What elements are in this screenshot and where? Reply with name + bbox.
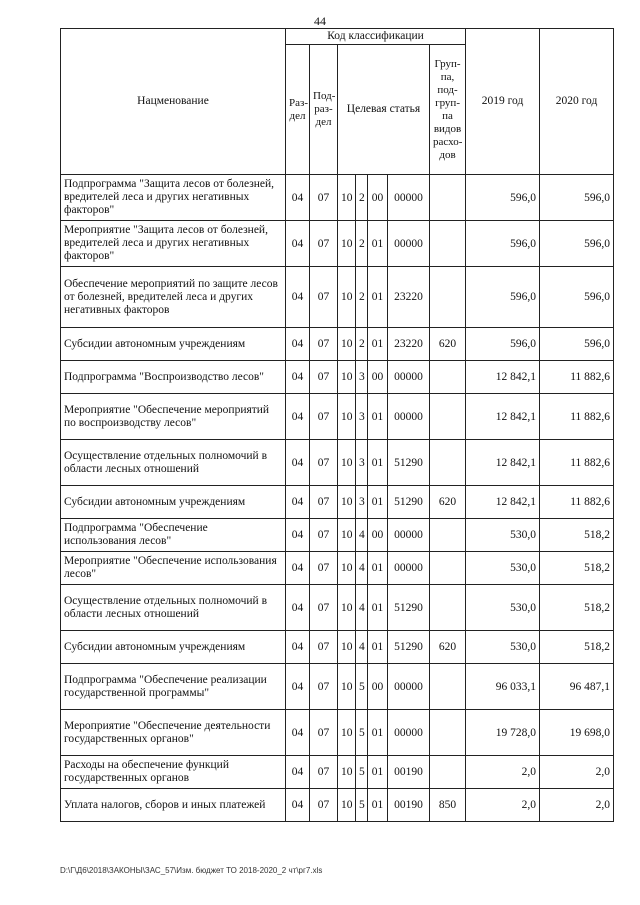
budget-table xyxy=(60,28,614,822)
row-razdel: 04 xyxy=(286,789,310,822)
table-row xyxy=(61,552,614,585)
row-amount-2020: 2,0 xyxy=(540,756,614,789)
row-amount-2020: 518,2 xyxy=(540,552,614,585)
table-row xyxy=(61,664,614,710)
row-amount-2019: 2,0 xyxy=(466,789,540,822)
header-subsection: Под- раз- дел xyxy=(310,45,338,175)
row-expense-group xyxy=(430,519,466,552)
row-amount-2019: 12 842,1 xyxy=(466,440,540,486)
row-target-subprogram: 5 xyxy=(356,789,368,822)
row-target-program: 10 xyxy=(338,664,356,710)
row-target-program: 10 xyxy=(338,267,356,328)
row-target-subprogram: 3 xyxy=(356,486,368,519)
row-podrazdel: 07 xyxy=(310,552,338,585)
row-target-direction: 00000 xyxy=(388,361,430,394)
row-amount-2019: 96 033,1 xyxy=(466,664,540,710)
header-target-article: Целевая статья xyxy=(338,45,430,175)
row-amount-2019: 596,0 xyxy=(466,175,540,221)
row-target-subprogram: 2 xyxy=(356,221,368,267)
row-target-event: 01 xyxy=(368,267,388,328)
row-name: Мероприятие "Обеспечение мероприятий по воспроизводству лесов" xyxy=(61,394,286,440)
row-name: Подпрограмма "Воспроизводство лесов" xyxy=(61,361,286,394)
row-podrazdel: 07 xyxy=(310,789,338,822)
row-podrazdel: 07 xyxy=(310,440,338,486)
row-amount-2020: 596,0 xyxy=(540,267,614,328)
row-amount-2020: 11 882,6 xyxy=(540,394,614,440)
row-podrazdel: 07 xyxy=(310,394,338,440)
row-razdel: 04 xyxy=(286,585,310,631)
row-target-event: 01 xyxy=(368,221,388,267)
row-name: Обеспечение мероприятий по защите лесов от болезней, вредителей леса и других негативных факторов xyxy=(61,267,286,328)
row-amount-2019: 530,0 xyxy=(466,519,540,552)
table-row xyxy=(61,267,614,328)
row-target-direction: 00190 xyxy=(388,756,430,789)
row-name: Подпрограмма "Защита лесов от болезней, вредителей леса и других негативных факторов" xyxy=(61,175,286,221)
row-target-subprogram: 2 xyxy=(356,328,368,361)
row-podrazdel: 07 xyxy=(310,361,338,394)
row-expense-group xyxy=(430,552,466,585)
row-target-event: 01 xyxy=(368,394,388,440)
row-expense-group xyxy=(430,710,466,756)
row-amount-2020: 596,0 xyxy=(540,175,614,221)
row-target-direction: 00000 xyxy=(388,175,430,221)
row-name: Подпрограмма "Обеспечение использования лесов" xyxy=(61,519,286,552)
row-name: Уплата налогов, сборов и иных платежей xyxy=(61,789,286,822)
header-expense-group: Груп- па, под- груп- па видов расхо- дов xyxy=(430,45,466,175)
table-row xyxy=(61,175,614,221)
row-target-direction: 00000 xyxy=(388,394,430,440)
table-row xyxy=(61,440,614,486)
row-expense-group xyxy=(430,361,466,394)
table-row xyxy=(61,756,614,789)
row-razdel: 04 xyxy=(286,486,310,519)
row-podrazdel: 07 xyxy=(310,519,338,552)
row-amount-2020: 518,2 xyxy=(540,519,614,552)
row-target-direction: 23220 xyxy=(388,267,430,328)
row-name: Субсидии автономным учреждениям xyxy=(61,631,286,664)
row-amount-2020: 596,0 xyxy=(540,221,614,267)
row-expense-group: 620 xyxy=(430,631,466,664)
row-amount-2019: 530,0 xyxy=(466,552,540,585)
row-podrazdel: 07 xyxy=(310,664,338,710)
header-2020: 2020 год xyxy=(540,29,614,175)
row-target-program: 10 xyxy=(338,585,356,631)
row-target-subprogram: 5 xyxy=(356,756,368,789)
row-amount-2020: 11 882,6 xyxy=(540,440,614,486)
row-amount-2020: 11 882,6 xyxy=(540,486,614,519)
row-razdel: 04 xyxy=(286,710,310,756)
row-expense-group: 620 xyxy=(430,486,466,519)
row-target-event: 01 xyxy=(368,328,388,361)
header-2019: 2019 год xyxy=(466,29,540,175)
row-expense-group xyxy=(430,221,466,267)
row-razdel: 04 xyxy=(286,394,310,440)
row-expense-group xyxy=(430,394,466,440)
row-target-subprogram: 3 xyxy=(356,440,368,486)
row-amount-2020: 19 698,0 xyxy=(540,710,614,756)
row-podrazdel: 07 xyxy=(310,756,338,789)
row-target-subprogram: 5 xyxy=(356,710,368,756)
row-target-event: 01 xyxy=(368,486,388,519)
row-amount-2019: 596,0 xyxy=(466,328,540,361)
row-amount-2019: 530,0 xyxy=(466,631,540,664)
row-target-subprogram: 4 xyxy=(356,585,368,631)
table-row xyxy=(61,631,614,664)
row-razdel: 04 xyxy=(286,267,310,328)
row-podrazdel: 07 xyxy=(310,221,338,267)
row-podrazdel: 07 xyxy=(310,267,338,328)
row-target-event: 01 xyxy=(368,440,388,486)
page-number: 44 xyxy=(314,14,326,28)
row-expense-group xyxy=(430,585,466,631)
row-target-program: 10 xyxy=(338,519,356,552)
row-target-event: 01 xyxy=(368,756,388,789)
table-header xyxy=(61,29,614,175)
row-target-direction: 51290 xyxy=(388,486,430,519)
row-amount-2019: 596,0 xyxy=(466,267,540,328)
row-target-program: 10 xyxy=(338,221,356,267)
row-target-event: 00 xyxy=(368,361,388,394)
table-row xyxy=(61,328,614,361)
row-expense-group xyxy=(430,175,466,221)
row-target-program: 10 xyxy=(338,175,356,221)
row-name: Расходы на обеспечение функций государственных органов xyxy=(61,756,286,789)
row-podrazdel: 07 xyxy=(310,328,338,361)
row-expense-group xyxy=(430,664,466,710)
row-target-program: 10 xyxy=(338,552,356,585)
row-amount-2019: 530,0 xyxy=(466,585,540,631)
row-amount-2020: 96 487,1 xyxy=(540,664,614,710)
row-name: Мероприятие "Защита лесов от болезней, вредителей леса и других негативных факторов" xyxy=(61,221,286,267)
row-target-direction: 51290 xyxy=(388,440,430,486)
row-name: Мероприятие "Обеспечение использования лесов" xyxy=(61,552,286,585)
table-row xyxy=(61,710,614,756)
row-target-direction: 00190 xyxy=(388,789,430,822)
row-target-program: 10 xyxy=(338,710,356,756)
row-razdel: 04 xyxy=(286,175,310,221)
row-podrazdel: 07 xyxy=(310,710,338,756)
table-row xyxy=(61,221,614,267)
row-expense-group: 850 xyxy=(430,789,466,822)
row-target-program: 10 xyxy=(338,328,356,361)
row-name: Субсидии автономным учреждениям xyxy=(61,486,286,519)
table-row xyxy=(61,486,614,519)
row-razdel: 04 xyxy=(286,756,310,789)
row-razdel: 04 xyxy=(286,631,310,664)
row-target-subprogram: 2 xyxy=(356,175,368,221)
row-expense-group xyxy=(430,756,466,789)
row-expense-group: 620 xyxy=(430,328,466,361)
row-amount-2019: 2,0 xyxy=(466,756,540,789)
row-target-direction: 00000 xyxy=(388,519,430,552)
row-target-event: 01 xyxy=(368,710,388,756)
table-row xyxy=(61,789,614,822)
row-name: Мероприятие "Обеспечение деятельности государственных органов" xyxy=(61,710,286,756)
row-target-program: 10 xyxy=(338,756,356,789)
row-amount-2020: 518,2 xyxy=(540,631,614,664)
row-target-event: 01 xyxy=(368,789,388,822)
table-row xyxy=(61,361,614,394)
row-target-direction: 51290 xyxy=(388,631,430,664)
row-podrazdel: 07 xyxy=(310,175,338,221)
row-target-subprogram: 2 xyxy=(356,267,368,328)
row-target-event: 00 xyxy=(368,519,388,552)
row-amount-2019: 19 728,0 xyxy=(466,710,540,756)
row-razdel: 04 xyxy=(286,519,310,552)
row-target-event: 01 xyxy=(368,631,388,664)
row-target-program: 10 xyxy=(338,789,356,822)
row-target-subprogram: 4 xyxy=(356,552,368,585)
row-expense-group xyxy=(430,267,466,328)
row-amount-2020: 518,2 xyxy=(540,585,614,631)
row-target-subprogram: 3 xyxy=(356,394,368,440)
row-target-subprogram: 4 xyxy=(356,519,368,552)
row-target-direction: 00000 xyxy=(388,710,430,756)
row-name: Осуществление отдельных полномочий в области лесных отношений xyxy=(61,585,286,631)
header-section: Раз- дел xyxy=(286,45,310,175)
table-body xyxy=(61,175,614,822)
table-row xyxy=(61,519,614,552)
row-target-direction: 00000 xyxy=(388,664,430,710)
row-target-program: 10 xyxy=(338,361,356,394)
row-target-event: 01 xyxy=(368,552,388,585)
row-target-subprogram: 3 xyxy=(356,361,368,394)
row-target-event: 00 xyxy=(368,175,388,221)
file-path-footer: D:\Г\Д6\2018\ЗАКОНЫ\ЗАС_57\Изм. бюджет ТО 2018-2020_2 чт\рг7.xls xyxy=(60,866,323,875)
row-razdel: 04 xyxy=(286,440,310,486)
row-amount-2019: 12 842,1 xyxy=(466,394,540,440)
row-target-event: 01 xyxy=(368,585,388,631)
row-target-subprogram: 5 xyxy=(356,664,368,710)
row-target-program: 10 xyxy=(338,486,356,519)
row-razdel: 04 xyxy=(286,361,310,394)
table-row xyxy=(61,585,614,631)
header-classification-code: Код классификации xyxy=(286,29,466,45)
row-podrazdel: 07 xyxy=(310,486,338,519)
row-target-event: 00 xyxy=(368,664,388,710)
row-razdel: 04 xyxy=(286,664,310,710)
row-name: Осуществление отдельных полномочий в области лесных отношений xyxy=(61,440,286,486)
row-target-direction: 23220 xyxy=(388,328,430,361)
row-target-program: 10 xyxy=(338,394,356,440)
row-amount-2020: 11 882,6 xyxy=(540,361,614,394)
row-amount-2019: 596,0 xyxy=(466,221,540,267)
row-target-program: 10 xyxy=(338,631,356,664)
row-target-program: 10 xyxy=(338,440,356,486)
row-name: Субсидии автономным учреждениям xyxy=(61,328,286,361)
header-name: Нацменование xyxy=(61,29,286,175)
row-podrazdel: 07 xyxy=(310,631,338,664)
row-podrazdel: 07 xyxy=(310,585,338,631)
table-row xyxy=(61,394,614,440)
row-razdel: 04 xyxy=(286,552,310,585)
row-expense-group xyxy=(430,440,466,486)
row-amount-2020: 596,0 xyxy=(540,328,614,361)
row-amount-2019: 12 842,1 xyxy=(466,486,540,519)
row-target-subprogram: 4 xyxy=(356,631,368,664)
row-amount-2020: 2,0 xyxy=(540,789,614,822)
row-razdel: 04 xyxy=(286,328,310,361)
row-amount-2019: 12 842,1 xyxy=(466,361,540,394)
row-target-direction: 00000 xyxy=(388,552,430,585)
row-razdel: 04 xyxy=(286,221,310,267)
row-target-direction: 00000 xyxy=(388,221,430,267)
row-name: Подпрограмма "Обеспечение реализации государственной программы" xyxy=(61,664,286,710)
row-target-direction: 51290 xyxy=(388,585,430,631)
